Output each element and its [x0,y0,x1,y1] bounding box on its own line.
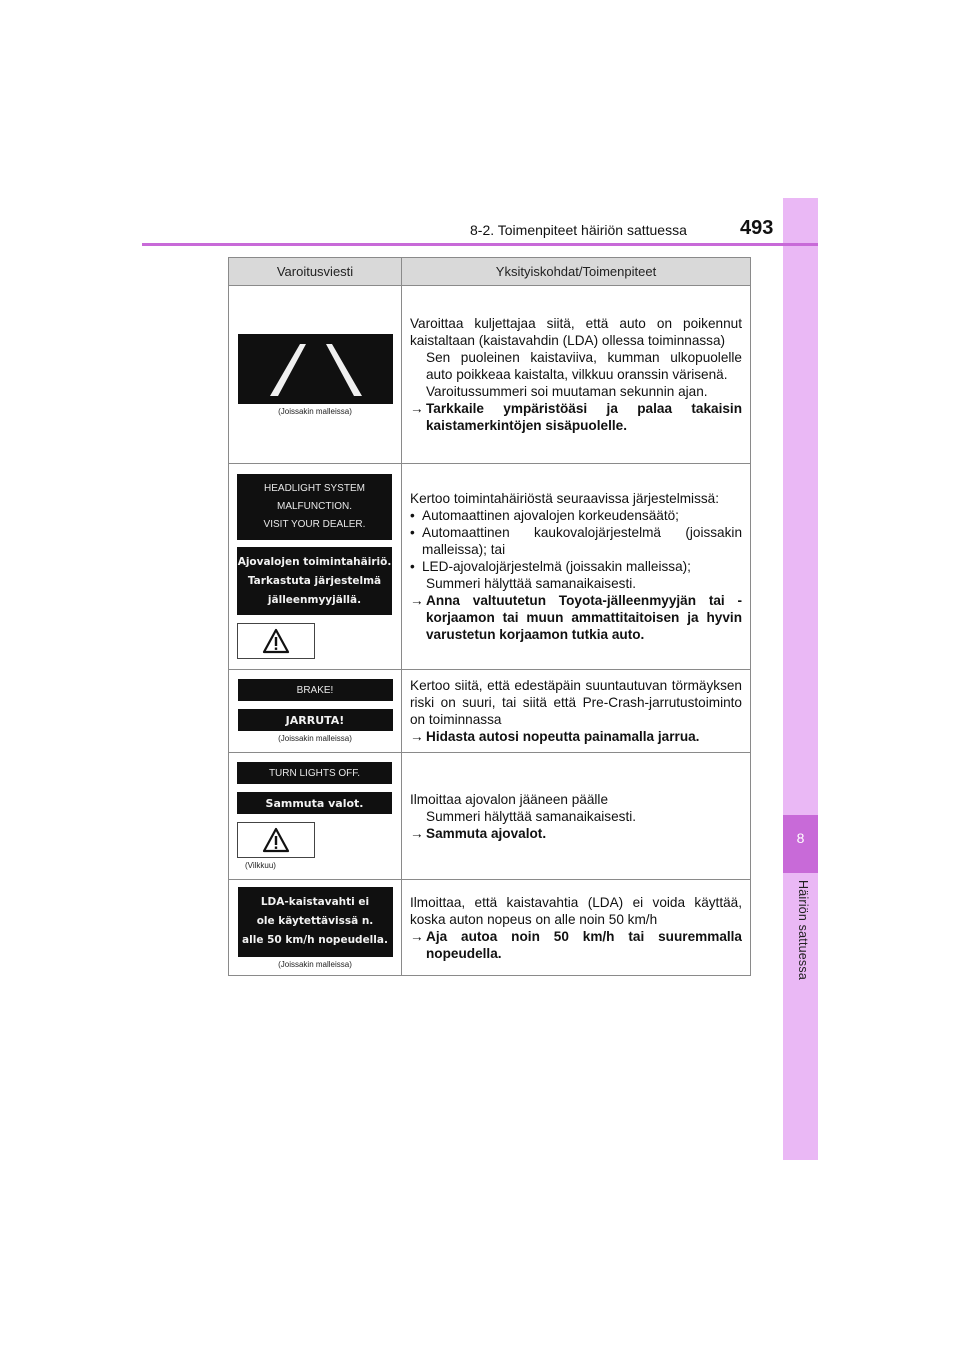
lane-lines-icon [238,334,393,404]
display-line: MALFUNCTION. [277,501,352,512]
brake-display-en: BRAKE! [238,679,393,701]
headlight-display-en [237,474,392,540]
bullet-item: • Automaattinen kaukovalojärjestelmä (joissakin malleissa); tai [410,525,742,557]
warning-icon-box [237,822,315,858]
action-line [410,928,742,962]
bullet-item: • LED-ajovalojärjestelmä (joissakin malleissa); [410,559,691,574]
warning-message-table [228,257,751,976]
details-text: Varoittaa kuljettajaa siitä, että auto on poikennut kaistaltaan (kaistavahdin (LDA) ollessa toiminnassa) [410,316,742,348]
display-line: alle 50 km/h nopeudella. [242,934,388,946]
brake-display-fi: JARRUTA! [238,709,393,731]
action-line [410,400,742,434]
action-text: Sammuta ajovalot. [426,825,547,841]
details-text: Ilmoittaa ajovalon jääneen päälle [410,791,609,807]
action-line [410,728,742,745]
display-line: VISIT YOUR DEALER. [263,519,366,530]
details-text: Ilmoittaa, että kaistavahtia (LDA) ei voida käyttää, koska auton nopeus on alle noin 50 km/h [410,894,742,927]
arrow-icon: → [410,825,424,841]
lane-departure-display [238,334,393,404]
details-cell [402,880,751,976]
image-caption: (Joissakin malleissa) [278,959,352,969]
lights-display-en: TURN LIGHTS OFF. [237,762,392,784]
details-text: Kertoo siitä, että edestäpäin suuntautuvan törmäyksen riski on suuri, tai siitä että Pre-Crash-jarrutustoiminto on toiminnassa [410,678,742,727]
details-text: Sen puoleinen kaistaviiva, kumman ulkopuolelle auto poikkeaa kaistalta, vilkkuu oranssin värisenä. [426,350,742,382]
table-row [229,753,751,880]
warning-triangle-icon [262,827,290,853]
image-caption: (Vilkkuu) [245,861,276,870]
message-image-cell [229,464,402,670]
arrow-icon: → [410,729,424,744]
image-caption: (Joissakin malleissa) [278,406,352,416]
bullet-icon: • [410,559,415,574]
display-line: Ajovalojen toimintahäiriö. [237,555,392,568]
message-image-cell [229,880,402,976]
details-cell [402,753,751,880]
message-image-cell [229,286,402,464]
section-title: 8-2. Toimenpiteet häiriön sattuessa [470,222,687,238]
display-line: HEADLIGHT SYSTEM [264,483,365,494]
lda-display-fi [238,887,393,957]
display-line: LDA-kaistavahti ei [260,896,370,908]
bullet-icon: • [410,508,415,523]
details-cell [402,286,751,464]
image-caption: (Joissakin malleissa) [278,734,352,743]
details-cell [402,464,751,670]
arrow-icon: → [410,401,424,416]
arrow-icon: → [410,593,424,608]
table-row [229,286,751,464]
header-rule [142,243,818,246]
action-text: Anna valtuutetun Toyota-jälleenmyyjän tai -korjaamon tai muun ammattitaitoisen ja hyvin varustetun korjaamon tutkia auto. [426,593,742,642]
details-cell [402,670,751,753]
page-number: 493 [740,217,774,239]
bullet-item: • Automaattinen ajovalojen korkeudensäätö; [410,508,679,523]
display-line: Tarkastuta järjestelmä [247,574,382,587]
action-text: Hidasta autosi nopeutta painamalla jarrua. [426,729,700,744]
chapter-number: 8 [796,830,805,846]
table-row [229,670,751,753]
table-row [229,880,751,976]
action-text: Tarkkaile ympäristöäsi ja palaa takaisin kaistamerkintöjen sisäpuolelle. [426,401,742,433]
display-line: ole käytettävissä n. [256,915,374,927]
action-text: Aja autoa noin 50 km/h tai suuremmalla nopeudella. [426,928,742,961]
column-header-details: Yksityiskohdat/Toimenpiteet [402,258,751,286]
warning-triangle-icon [262,628,290,654]
display-line: jälleenmyyjällä. [267,593,362,606]
chapter-side-tab [783,198,818,1160]
message-image-cell [229,670,402,753]
message-image-cell [229,753,402,880]
warning-icon-box [237,623,315,659]
arrow-icon: → [410,928,424,944]
lights-display-fi: Sammuta valot. [237,792,392,814]
chapter-title: Häiriön sattuessa [796,880,810,980]
action-line [410,592,742,643]
table-row [229,464,751,670]
action-line [410,825,742,842]
details-text: Varoitussummeri soi muutaman sekunnin ajan. [426,384,708,399]
table-header-row [229,258,751,286]
bullet-icon: • [410,525,415,540]
details-text: Kertoo toimintahäiriöstä seuraavissa järjestelmissä: [410,491,720,506]
column-header-message: Varoitusviesti [229,258,402,286]
details-text: Summeri hälyttää samanaikaisesti. [426,808,637,824]
headlight-display-fi [237,547,392,615]
details-text: Summeri hälyttää samanaikaisesti. [426,576,637,591]
